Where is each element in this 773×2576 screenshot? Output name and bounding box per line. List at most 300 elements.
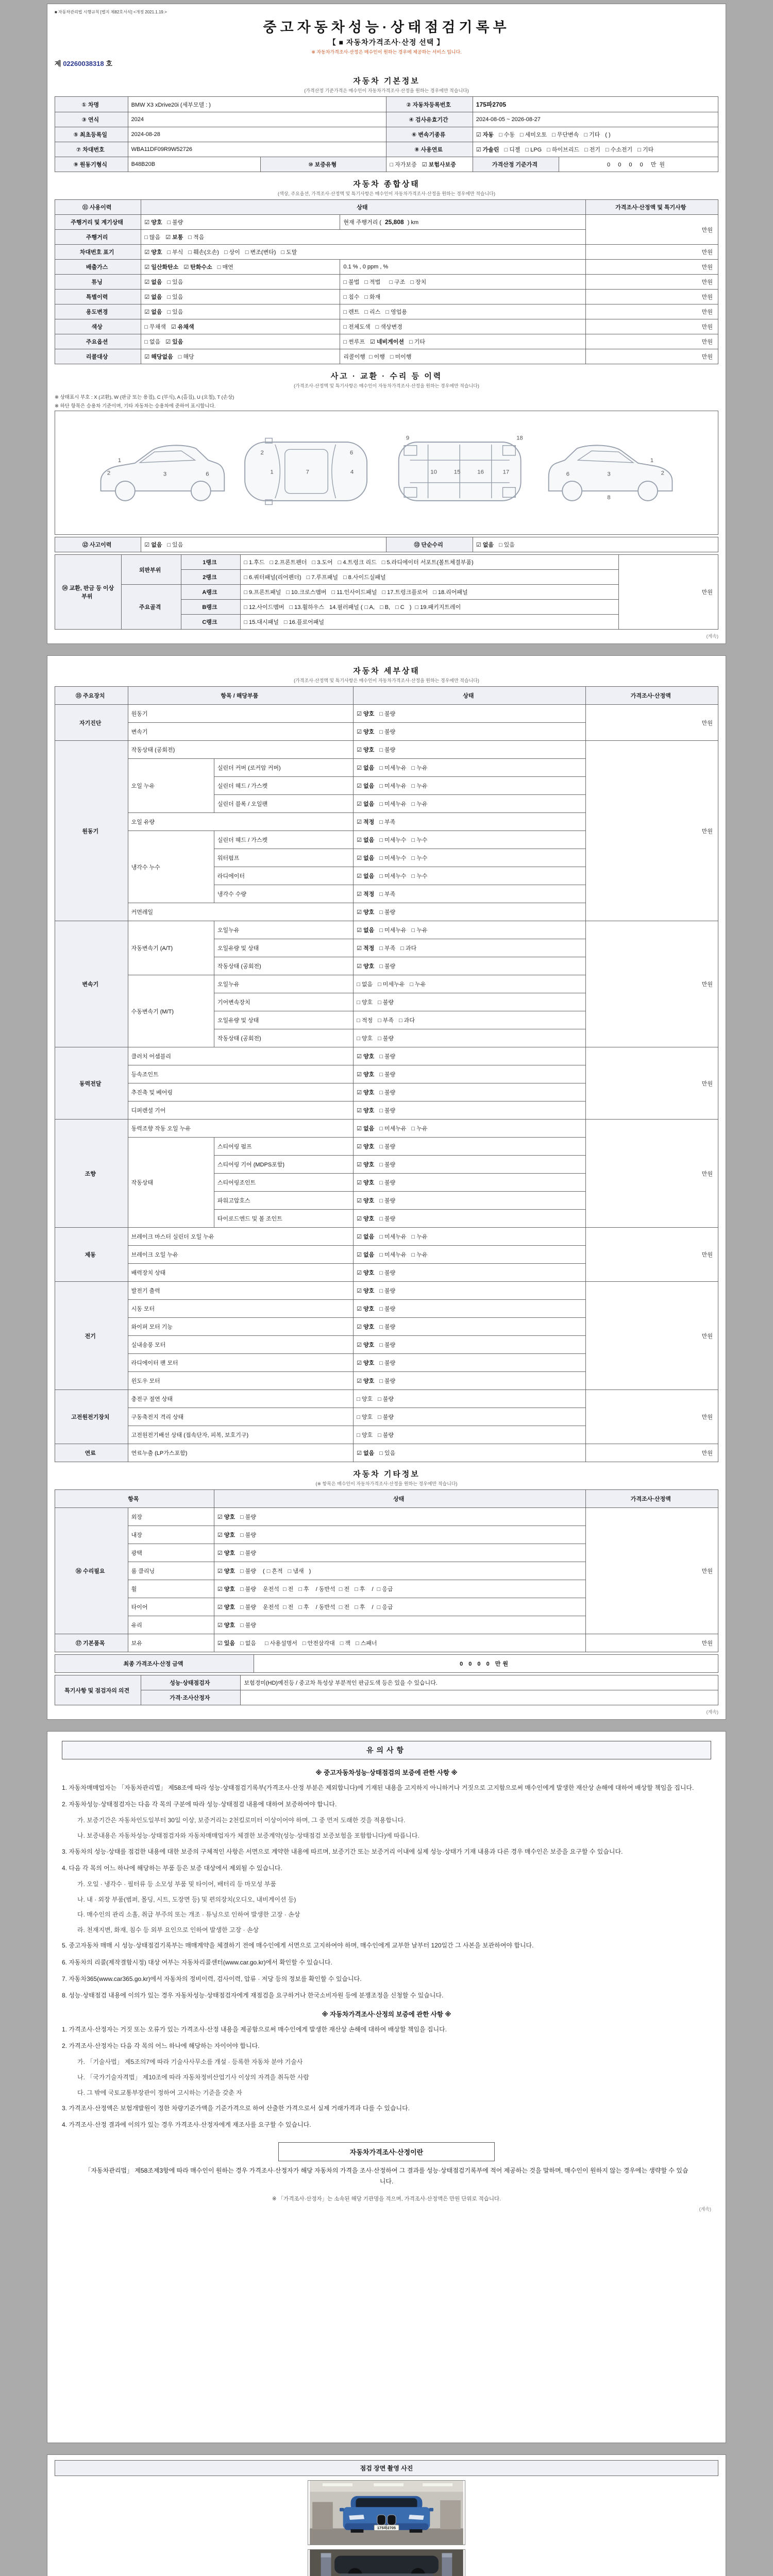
text: 고전원전기배선 상태 (접속단자, 피복, 보호기구) <box>131 1432 249 1438</box>
checkbox-option: □ 매연 <box>217 264 233 270</box>
checkbox-option: □ 부족 <box>379 891 396 897</box>
checkbox-option: ☑ 없음 <box>357 1252 375 1258</box>
section-note: (가격조사·산정액 및 특기사항은 매수인이 자동차가격조사·산정을 원하는 경우에만 적습니다) <box>294 383 479 388</box>
label-cell <box>55 275 141 290</box>
checkbox-option: □ 잭 <box>340 1640 351 1647</box>
label-cell <box>55 1390 128 1444</box>
checkbox-option: □ 부족 <box>378 1018 394 1024</box>
panel-number-label: 1 <box>270 469 274 476</box>
text: 제동 <box>85 1252 96 1258</box>
text: / <box>370 1604 375 1611</box>
value-cell <box>128 1544 214 1562</box>
section-note: (색상, 주요옵션, 가격조사·산정액 및 특기사항은 매수인이 자동차가격조사·산정을 원하는 경우에만 적습니다) <box>277 191 496 196</box>
value-cell <box>559 157 718 172</box>
checkbox-option: □ 불량 <box>379 1216 396 1222</box>
value-cell <box>473 537 718 552</box>
checkbox-option: ☑ 양호 <box>357 1288 375 1294</box>
checkbox-option: □ 불량 <box>379 711 396 717</box>
label-cell <box>473 157 559 172</box>
checkbox-option: □ 16.플로어패널 <box>283 619 324 625</box>
notice-item: 6. 자동차의 리콜(제작결함시정) 대상 여부는 자동차리콜센터(www.car.go.kr)에서 확인할 수 있습니다. <box>62 1958 332 1966</box>
checkbox-option: □ 침수 <box>343 294 360 300</box>
checkbox-option: ☑ 없음 <box>144 542 162 548</box>
label-cell <box>181 555 241 570</box>
value-cell <box>128 142 386 157</box>
photos-title: 점검 장면 촬영 사진 <box>55 2460 718 2476</box>
checkbox-option: □ 불량 <box>240 1550 256 1556</box>
table-row <box>55 290 718 304</box>
notice-item: 4. 가격조사·산정 결과에 이의가 있는 경우 가격조사·산정자에게 재조사를 요구할 수 있습니다. <box>62 2121 311 2129</box>
checkbox-option: ☑ 보통 <box>165 234 183 241</box>
checkbox-option: □ 불량 <box>379 1144 396 1150</box>
page-title: 중고자동차성능·상태점검기록부 <box>263 20 510 35</box>
text: 스티어링조인트 <box>217 1180 256 1186</box>
notice-item: 3. 가격조사·산정액은 보험개발원이 정한 차량기준가액을 기준가격으로 하여 산출한 가격으로서 실제 거래가격과 다를 수 있습니다. <box>62 2105 410 2112</box>
text: 차대번호 표기 <box>79 249 114 256</box>
label-cell <box>386 127 473 142</box>
table-row <box>55 334 718 349</box>
label-cell <box>55 127 128 142</box>
value-cell <box>354 1083 585 1101</box>
value-cell <box>354 1246 585 1264</box>
text: 만원 <box>701 828 713 835</box>
checkbox-option: □ 9.프론트패널 <box>244 589 281 596</box>
value-cell <box>354 939 585 957</box>
text: 2024 <box>131 116 144 123</box>
checkbox-option: □ 미세누수 <box>379 855 407 861</box>
text: 룸 클리닝 <box>131 1568 155 1574</box>
checkbox-option: □ 있음 <box>167 279 183 285</box>
value-cell <box>585 705 718 741</box>
checkbox-option: ☑ 양호 <box>357 963 375 970</box>
checkbox-option: □ 10.크로스멤버 <box>286 589 327 596</box>
checkbox-option: ☑ 양호 <box>217 1568 236 1574</box>
checkbox-option: □ 적법 <box>364 279 381 285</box>
text: ( <box>261 1568 265 1574</box>
text: 작동상태 (공회전) <box>217 963 261 970</box>
checkbox-option: ☑ 일산화탄소 <box>144 264 179 270</box>
text: 유리 <box>131 1622 142 1629</box>
value-cell <box>585 1047 718 1120</box>
text: ③ 연식 <box>81 117 99 123</box>
section-etc-header <box>55 1464 718 1489</box>
photo-car-front <box>308 2480 465 2545</box>
checkbox-option: □ 사용설명서 <box>265 1640 297 1647</box>
checkbox-option: □ 스패너 <box>356 1640 377 1647</box>
value-cell <box>585 1444 718 1462</box>
text: 타이로드엔드 및 볼 조인트 <box>217 1216 282 1222</box>
checkbox-option: □ 구조 <box>389 279 406 285</box>
text: 가격산정 기준가격 <box>492 162 537 168</box>
text: 자동변속기 (A/T) <box>131 945 173 952</box>
value-cell <box>241 600 619 615</box>
table-row <box>55 687 718 705</box>
notice-subitem: 나. 「국가기술자격법」 제10조에 따라 자동차정비산업기사 이상의 자격을 취득한 사람 <box>77 2074 309 2081</box>
checkbox-option: □ 불량 <box>379 1198 396 1204</box>
text: 외판부위 <box>139 567 161 573</box>
section-title: 사고 · 교환 · 수리 등 이력 <box>330 372 443 381</box>
value-cell <box>214 1544 585 1562</box>
table-row <box>55 97 718 112</box>
table-row <box>55 1120 718 1138</box>
value-cell <box>473 127 718 142</box>
checkbox-option: □ 불량 <box>378 999 394 1006</box>
text: 특기사항 및 점검자의 의견 <box>64 1687 130 1694</box>
checkbox-option: ☑ 없음 <box>144 309 162 315</box>
text: 실린더 커버 (로커암 커버) <box>217 765 281 771</box>
panel-number-label: 8 <box>607 495 611 501</box>
value-cell <box>214 1634 585 1652</box>
checkbox-option: □ 불량 <box>240 1532 256 1538</box>
panel-number-label: 3 <box>607 471 611 478</box>
inspector-opinion-table <box>55 1675 718 1705</box>
text: ⑩ 보증유형 <box>308 162 337 168</box>
accident-flags-table <box>55 537 718 552</box>
notices-block2 <box>62 2024 711 2131</box>
text: 0 0 0 0 만원 <box>607 162 668 168</box>
text: BMW X3 xDrive20i (세부모델 : ) <box>131 101 211 108</box>
checkbox-option: □ 디젤 <box>504 147 520 153</box>
text: 최종 가격조사·산정 금액 <box>123 1661 183 1667</box>
value-cell <box>473 142 718 157</box>
checkbox-option: □ 전 <box>339 1604 350 1611</box>
table-row <box>55 319 718 334</box>
label-cell <box>585 1490 718 1508</box>
table-row <box>55 1655 718 1673</box>
label-cell <box>386 112 473 127</box>
label-cell <box>55 741 128 921</box>
notice-subitem: 나. 보증내용은 자동차성능·상태점검자와 자동차매매업자가 체결한 보증계약(성능·상태점검 보증보험을 포함합니다)에 따릅니다. <box>77 1832 419 1839</box>
text: 발전기 출력 <box>131 1288 160 1294</box>
label-cell <box>55 97 128 112</box>
value-cell <box>128 741 354 759</box>
checkbox-option: □ 적음 <box>188 234 205 241</box>
panel-number-label: 2 <box>107 470 111 477</box>
value-cell <box>128 1508 214 1526</box>
value-cell <box>214 1580 585 1598</box>
text: ) km <box>406 219 419 226</box>
value-cell <box>214 885 353 903</box>
page-subtitle-note: ※ 자동차가격조사·산정은 매수인이 원하는 경우에 제공하는 서비스 입니다. <box>311 49 462 55</box>
value-cell <box>128 1580 214 1598</box>
checkbox-option: □ 훼손(오손) <box>188 249 219 256</box>
value-cell <box>128 1336 354 1354</box>
checkbox-option: ☑ 없음 <box>476 542 494 548</box>
checkbox-option: ☑ 양호 <box>357 1198 375 1204</box>
checkbox-option: □ 전 <box>339 1586 350 1592</box>
checkbox-option: □ 기타 <box>637 147 654 153</box>
value-cell <box>214 1526 585 1544</box>
panel-number-label: 18 <box>516 435 523 442</box>
table-row <box>55 921 718 939</box>
doc-no-value: 02260038318 <box>63 60 104 67</box>
label-cell <box>141 200 585 215</box>
value-cell <box>141 319 340 334</box>
value-cell <box>340 290 585 304</box>
text: 충전구 절연 상태 <box>131 1396 173 1402</box>
text: 오일 누유 <box>131 783 155 789</box>
checkbox-option: □ B, <box>379 604 391 611</box>
text: 가격조사·산정액 <box>630 1496 671 1502</box>
value-cell <box>141 334 340 349</box>
checkbox-option: ☑ 양호 <box>357 909 375 916</box>
checkbox-option: ☑ 없음 <box>144 294 162 300</box>
checkbox-option: □ 누유 <box>411 927 428 934</box>
table-row <box>55 1444 718 1462</box>
panel-photos-signature <box>47 2454 726 2576</box>
value-cell <box>241 570 619 585</box>
checkbox-option: ☑ 없음 <box>144 279 162 285</box>
checkbox-option: □ 5.라디에이터 서포트(볼트체결부품) <box>381 560 474 566</box>
text: 2랭크 <box>203 574 217 581</box>
notice-item: 4. 다음 각 목의 어느 하나에 해당하는 부품 등은 보증 대상에서 제외될 수 있습니다. <box>62 1864 282 1872</box>
text: 만원 <box>701 720 713 726</box>
checkbox-option: □ 전체도색 <box>343 324 371 330</box>
table-row <box>55 215 718 230</box>
checkbox-option: □ 흔적 <box>266 1568 283 1574</box>
table-row <box>55 200 718 215</box>
checkbox-option: □ 없음 <box>240 1640 256 1647</box>
checkbox-option: ☑ 양호 <box>357 1216 375 1222</box>
checkbox-option: □ 12.사이드멤버 <box>244 604 284 611</box>
detail-condition-table <box>55 686 718 1462</box>
value-cell <box>354 1192 585 1210</box>
basic-info-table <box>55 96 718 172</box>
checkbox-option: ☑ 양호 <box>357 1144 375 1150</box>
label-cell <box>55 349 141 364</box>
text: 실내송풍 모터 <box>131 1342 166 1348</box>
checkbox-option: ☑ 양호 <box>357 1090 375 1096</box>
form-reference: ■ 자동차관리법 시행규칙 [별지 제82호서식] <개정 2021.1.19.> <box>55 10 167 14</box>
text: ⑧ 사용연료 <box>414 147 443 153</box>
label-cell <box>55 260 141 275</box>
table-row <box>55 741 718 759</box>
text: ⑮ 주요장치 <box>76 693 105 699</box>
value-cell <box>128 831 214 903</box>
checkbox-option: □ 미세누유 <box>379 801 407 807</box>
checkbox-option: □ 양호 <box>357 1036 373 1042</box>
value-cell <box>128 1246 354 1264</box>
text: 14.필러패널 ( <box>329 604 363 611</box>
value-cell <box>128 1120 354 1138</box>
panel-footer: (계속) <box>706 634 718 639</box>
value-cell <box>128 1372 354 1390</box>
text: 만원 <box>701 1414 713 1420</box>
table-row <box>55 275 718 290</box>
table-row <box>55 127 718 142</box>
value-cell <box>141 349 340 364</box>
label-cell <box>55 157 128 172</box>
checkbox-option: □ 불량 <box>240 1568 256 1574</box>
checkbox-option: ☑ 양호 <box>357 729 375 735</box>
checkbox-option: ☑ 양호 <box>357 1108 375 1114</box>
value-cell <box>354 813 585 831</box>
text: C랭크 <box>202 619 217 625</box>
checkbox-option: ☑ 양호 <box>357 1324 375 1330</box>
text: 실린더 헤드 / 가스켓 <box>217 837 268 843</box>
checkbox-option: □ 불법 <box>343 279 360 285</box>
value-cell <box>585 290 718 304</box>
checkbox-option: □ 렌트 <box>343 309 360 315</box>
table-row <box>55 1508 718 1526</box>
panel-number-label: 1 <box>117 457 122 464</box>
text: 라디에이터 팬 모터 <box>131 1360 178 1366</box>
checkbox-option: ☑ 해당없음 <box>144 354 173 360</box>
checkbox-option: ☑ 양호 <box>357 1270 375 1276</box>
final-price-table <box>55 1654 718 1673</box>
text: 만원 <box>701 354 713 360</box>
text: ⑤ 최초등록일 <box>73 132 108 138</box>
checkbox-option: □ 불량 <box>379 1324 396 1330</box>
text: 색상 <box>91 324 103 330</box>
checkbox-option: ☑ 탄화수소 <box>183 264 212 270</box>
value-cell <box>128 921 214 975</box>
label-cell <box>386 537 473 552</box>
value-cell <box>354 1264 585 1282</box>
checkbox-option: □ 8.사이드실패널 <box>343 574 386 581</box>
text: 동력전달 <box>79 1080 102 1087</box>
value-cell <box>214 1029 353 1047</box>
text: 보험경미(HD)예진등 / 중고차 특성상 부분적인 판금도색 등은 있을 수 있습니다. <box>244 1680 438 1686</box>
label-cell <box>55 334 141 349</box>
text: 1랭크 <box>203 560 217 566</box>
value-cell <box>141 260 340 275</box>
table-row <box>55 245 718 260</box>
checkbox-option: □ 누유 <box>411 1126 428 1132</box>
label-cell <box>55 1634 128 1652</box>
label-cell <box>55 1675 141 1705</box>
checkbox-option: □ 17.트렁크플로어 <box>382 589 428 596</box>
checkbox-option: □ 7.루프패널 <box>306 574 338 581</box>
section-note: (가격조사·산정액 및 특기사항은 매수인이 자동차가격조사·산정을 원하는 경우에만 적습니다) <box>294 678 479 683</box>
label-cell <box>121 585 181 630</box>
value-cell <box>128 1138 214 1228</box>
value-cell <box>214 831 353 849</box>
table-row <box>55 537 718 552</box>
label-cell <box>55 1490 214 1508</box>
value-cell <box>354 777 585 795</box>
checkbox-option: □ 누유 <box>410 981 426 988</box>
checkbox-option: □ 영업용 <box>385 309 407 315</box>
checkbox-option: □ 수동 <box>498 132 515 138</box>
checkbox-option: □ 후 <box>298 1586 309 1592</box>
checkbox-option: □ 불량 <box>240 1622 256 1629</box>
document-page <box>47 0 726 2576</box>
checkbox-option: □ 수소전기 <box>606 147 633 153</box>
value-cell <box>128 1444 354 1462</box>
value-cell <box>128 1101 354 1120</box>
panel-footer: (계속) <box>699 2206 711 2212</box>
value-cell <box>128 1408 354 1426</box>
checkbox-option: □ 과다 <box>399 1018 415 1024</box>
text: 배출가스 <box>86 264 108 270</box>
checkbox-option: ☑ 없음 <box>357 855 375 861</box>
value-cell <box>585 319 718 334</box>
section-basic-header <box>55 71 718 96</box>
table-row <box>55 304 718 319</box>
text: A랭크 <box>202 589 217 596</box>
checkbox-option: □ 불량 <box>379 1054 396 1060</box>
value-cell <box>141 215 340 230</box>
text: 항목 / 해당부품 <box>221 693 259 699</box>
checkbox-option: □ 불량 <box>379 747 396 753</box>
text: 라디에이터 <box>217 873 245 879</box>
text: 광택 <box>131 1550 142 1556</box>
text: 냉각수 누수 <box>131 864 160 871</box>
text: 주행거리 및 계기상태 <box>71 219 124 226</box>
section-title: 자동차 세부상태 <box>353 667 420 675</box>
panel-notices <box>47 1731 726 2443</box>
notice-subitem: 다. 매수인의 관리 소홀, 취급 부주의 또는 개조 · 튜닝으로 인하여 발생한 고장 · 손상 <box>77 1911 300 1919</box>
text: 브레이크 마스터 실린더 오일 누유 <box>131 1234 214 1240</box>
value-cell <box>128 705 354 723</box>
checkbox-option: ☑ 양호 <box>217 1550 236 1556</box>
car-diagram <box>55 411 718 535</box>
value-cell <box>354 1282 585 1300</box>
text: / 동반석 <box>314 1586 337 1592</box>
checkbox-option: □ 화재 <box>364 294 381 300</box>
text: 고전원전기장치 <box>71 1414 110 1420</box>
label-cell <box>55 1120 128 1228</box>
panel-number-label: 7 <box>306 469 309 476</box>
text: 클러치 어셈블리 <box>131 1054 172 1060</box>
checkbox-option: ☑ 양호 <box>357 1180 375 1186</box>
checkbox-option: □ 4.트렁크 리드 <box>338 560 377 566</box>
value-cell <box>354 921 585 939</box>
text: 브레이크 오일 누유 <box>131 1252 178 1258</box>
label-cell <box>55 537 141 552</box>
panel-number-label: 6 <box>566 471 570 478</box>
text: 가격조사·산정액 및 특기사항 <box>615 205 686 211</box>
value-cell <box>128 813 354 831</box>
value-cell <box>354 1029 585 1047</box>
etc-info-table <box>55 1489 718 1652</box>
value-cell <box>214 849 353 867</box>
text: 성능·상태점검자 <box>170 1680 210 1686</box>
label-cell <box>214 1490 585 1508</box>
table-row <box>55 1047 718 1065</box>
table-row <box>55 112 718 127</box>
text: 운전석 <box>261 1586 281 1592</box>
checkbox-option: □ 불량 <box>378 1414 394 1420</box>
value-cell <box>128 1526 214 1544</box>
value-cell <box>340 260 585 275</box>
text: 휠 <box>131 1586 137 1592</box>
text: 타이어 <box>131 1604 148 1611</box>
text: ⑫ 사고이력 <box>82 542 112 548</box>
checkbox-option: ☑ 양호 <box>357 1054 375 1060</box>
checkbox-option: □ 있음 <box>379 1450 396 1456</box>
checkbox-option: ☑ 양호 <box>144 249 162 256</box>
text-strong: 175파2705 <box>476 101 507 108</box>
text: 만원 <box>701 1080 713 1087</box>
checkbox-option: ☑ 없음 <box>357 1450 375 1456</box>
text: 실린더 헤드 / 가스켓 <box>217 783 268 789</box>
text: 만원 <box>701 279 713 285</box>
table-row <box>55 349 718 364</box>
checkbox-option: □ 불량 <box>379 1072 396 1078</box>
text: 만원 <box>701 1171 713 1177</box>
value-cell <box>585 1228 718 1282</box>
label-cell <box>55 1655 254 1673</box>
value-cell <box>214 1598 585 1616</box>
label-cell <box>55 921 128 1047</box>
checkbox-option: □ 해당 <box>178 354 194 360</box>
car-diagram-svg <box>57 415 716 528</box>
table-row <box>55 1282 718 1300</box>
checkbox-option: □ 누유 <box>411 1252 428 1258</box>
checkbox-option: □ 불량 <box>379 1180 396 1186</box>
